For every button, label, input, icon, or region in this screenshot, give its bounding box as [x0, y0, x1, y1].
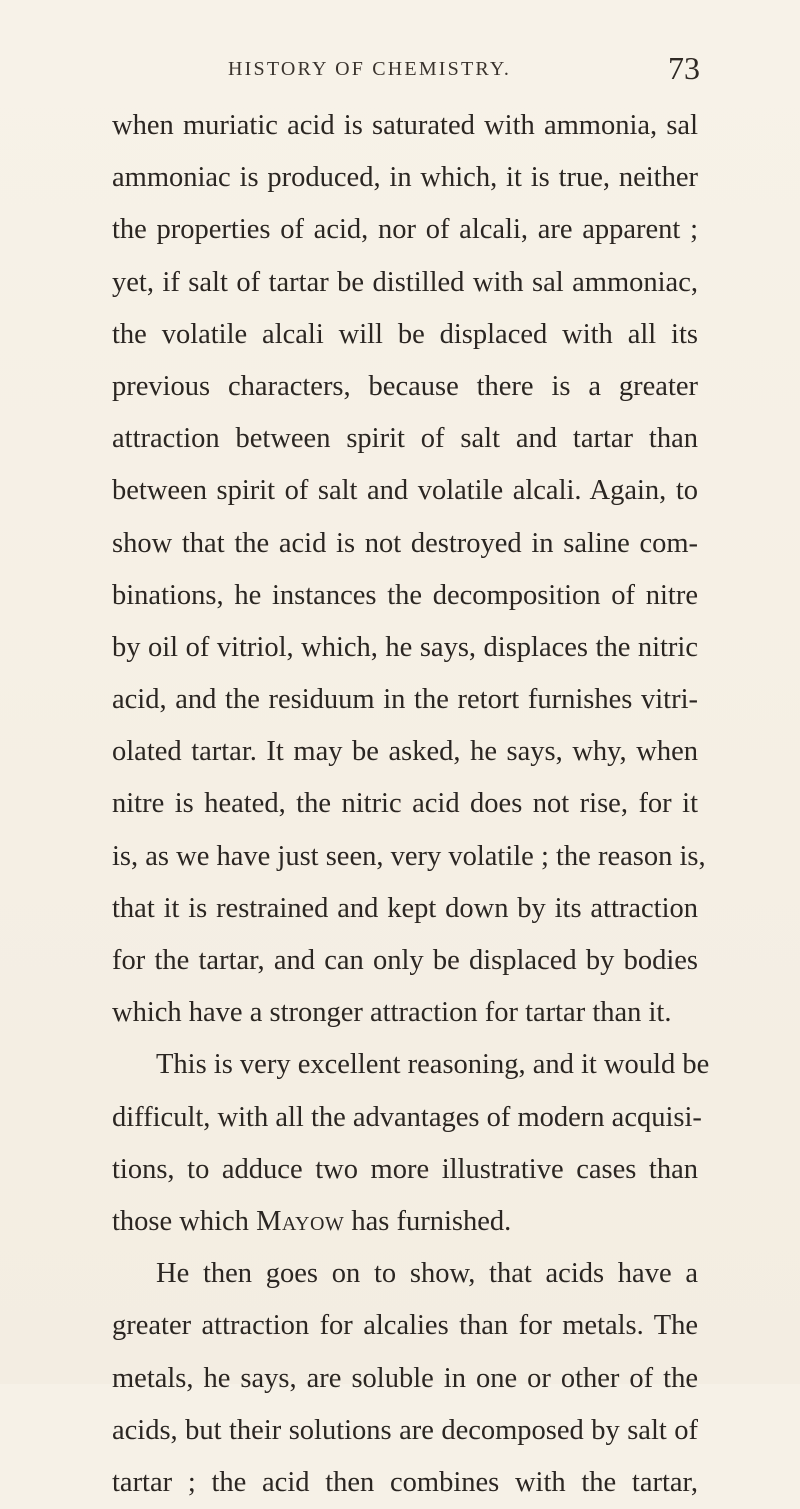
text-line: nitre is heated, the nitric acid does not rise, for it [112, 788, 698, 820]
text-line: acids, but their solutions are decomposed by salt of [112, 1414, 698, 1446]
paragraph-end-line [112, 1196, 698, 1248]
text-line: He then goes on to show, that acids have a [156, 1258, 698, 1290]
text-line: difficult, with all the advantages of modern acquisi- [112, 1101, 702, 1133]
text-line: when muriatic acid is saturated with ammonia, sal [112, 110, 698, 141]
text-line: is, as we have just seen, very volatile ; the reason is, [112, 840, 706, 872]
running-head: HISTORY OF CHEMISTRY. [228, 58, 512, 80]
author-name: Mayow [256, 1205, 345, 1237]
text-line: This is very excellent reasoning, and it would be [156, 1049, 710, 1081]
text-line: acid, and the residuum in the retort furnishes vitri- [112, 684, 698, 716]
text-line: by oil of vitriol, which, he says, displaces the nitric [112, 631, 698, 663]
text-line: metals, he says, are soluble in one or other of the [112, 1362, 698, 1394]
text-line: ammoniac is produced, in which, it is true, neither [112, 162, 698, 194]
text-line: for the tartar, and can only be displaced by bodies [112, 945, 698, 976]
text-line: between spirit of salt and volatile alcali. Again, to [112, 475, 698, 507]
text-line: the volatile alcali will be displaced with all its [112, 318, 698, 350]
text-line: that it is restrained and kept down by its attraction [112, 892, 698, 924]
text-line: tartar ; the acid then combines with the tartar, [112, 1466, 698, 1498]
text-line: show that the acid is not destroyed in saline com- [112, 527, 698, 559]
paragraph-end-line: which have a stronger attraction for tartar than it. [112, 997, 672, 1029]
text-line: the properties of acid, nor of alcali, are apparent ; [112, 214, 698, 246]
text-line: tions, to adduce two more illustrative cases than [112, 1153, 698, 1185]
text-fragment: has furnished. [351, 1205, 512, 1237]
text-line: olated tartar. It may be asked, he says, why, when [112, 736, 698, 768]
text-line: greater attraction for alcalies than for metals. The [112, 1310, 698, 1342]
text-line: previous characters, because there is a greater [112, 370, 698, 402]
text-fragment: those which [112, 1205, 249, 1237]
text-line: attraction between spirit of salt and tartar than [112, 423, 698, 455]
body-text [112, 100, 710, 1509]
text-line: binations, he instances the decomposition of nitre [112, 579, 698, 611]
text-line: yet, if salt of tartar be distilled with sal ammoniac, [112, 266, 698, 298]
page-number: 73 [668, 50, 700, 86]
page-header [110, 52, 700, 92]
